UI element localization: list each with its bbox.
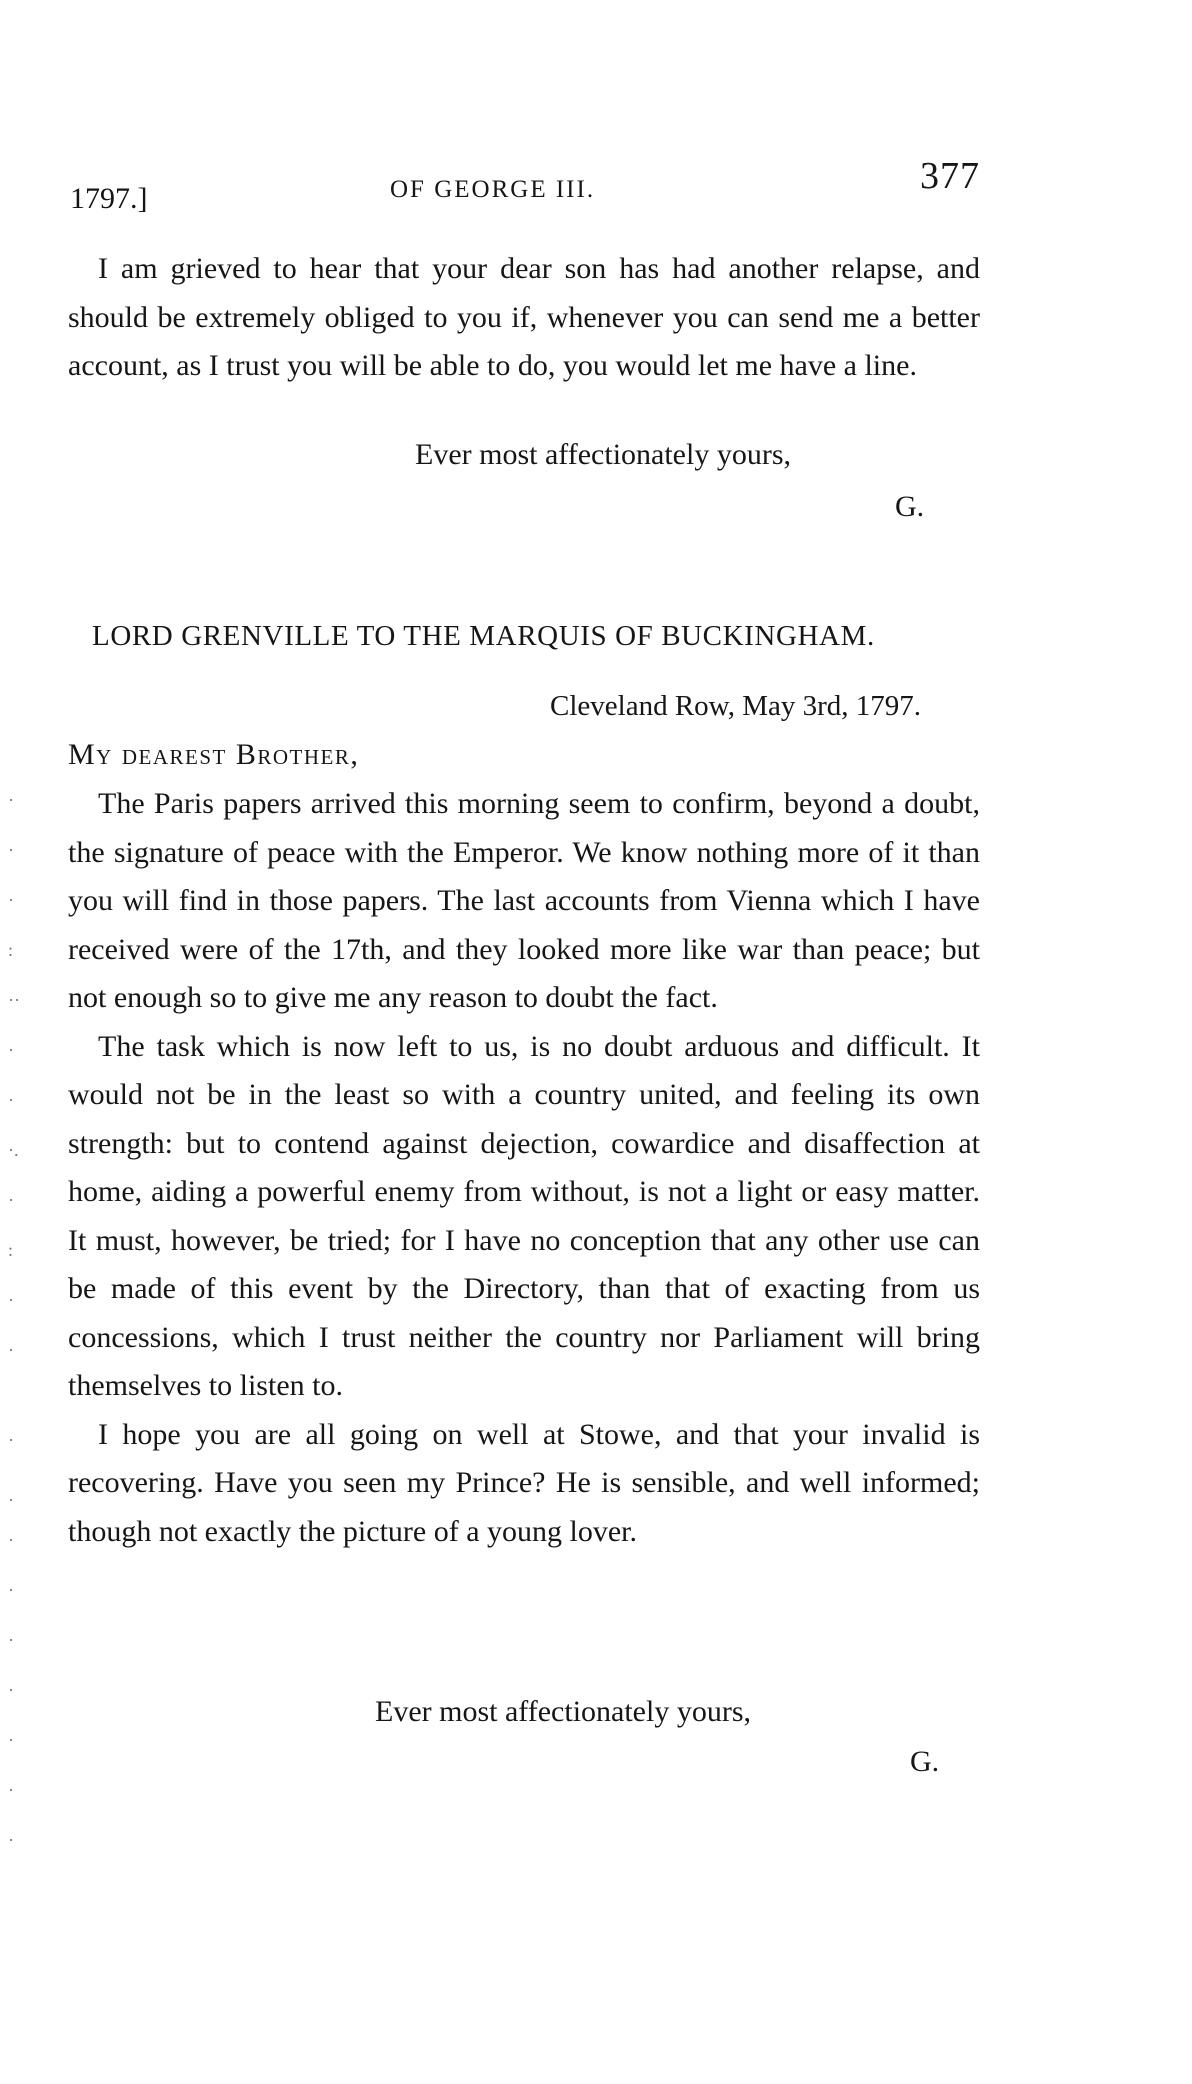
header-year: 1797.] bbox=[70, 182, 148, 215]
letter2-dateline: Cleveland Row, May 3rd, 1797. bbox=[550, 690, 922, 722]
salutation-text: My dearest Brother, bbox=[68, 738, 360, 771]
page-number: 377 bbox=[920, 155, 980, 197]
letter1-paragraph: I am grieved to hear that your dear son has had another relapse, and should be extremely obliged to you if, whenever you can send me a better account, as I trust you will be able to do, you would let me have a line. bbox=[68, 252, 980, 382]
scan-margin-artifacts: · · · : ·· · · ·. · : · · · · · · · · · · · bbox=[8, 790, 20, 1850]
letter2-paragraph-1: The Paris papers arrived this morning seem to confirm, beyond a doubt, the signature of peace with the Emperor. We know nothing more of it than you will find in those papers. The last accounts from Vienna which I have received were of the 17th, and they looked more like war than peace; but not enough so to give me any reason to doubt the fact. bbox=[68, 787, 980, 1014]
letter1-body bbox=[68, 245, 980, 391]
letter1-signature: G. bbox=[895, 490, 925, 523]
header-title: OF GEORGE III. bbox=[390, 176, 596, 203]
letter2-salutation bbox=[68, 738, 359, 772]
letter1-closing: Ever most affectionately yours, bbox=[415, 438, 791, 471]
letter2-signature: G. bbox=[910, 1745, 940, 1778]
letter2-paragraph-3: I hope you are all going on well at Stowe, and that your invalid is recovering. Have you seen my Prince? He is sensible, and well informed; though not exactly the picture of a young lover. bbox=[68, 1417, 980, 1548]
letter2-paragraph-2: The task which is now left to us, is no doubt arduous and difficult. It would not be in the least so with a country united, and feeling its own strength: but to contend against dejection, cowardice and disaffection at home, aiding a powerful enemy from without, is not a light or easy matter. It must, however, be tried; for I have no conception that any other use can be made of this event by the Directory, than that of exacting from us concessions, which I trust neither the country nor Parliament will bring themselves to listen to. bbox=[68, 1029, 980, 1402]
letter2-body bbox=[68, 780, 980, 1556]
letter2-heading: LORD GRENVILLE TO THE MARQUIS OF BUCKINGHAM. bbox=[92, 620, 875, 652]
letter2-closing: Ever most affectionately yours, bbox=[375, 1695, 751, 1728]
running-header bbox=[70, 150, 980, 215]
